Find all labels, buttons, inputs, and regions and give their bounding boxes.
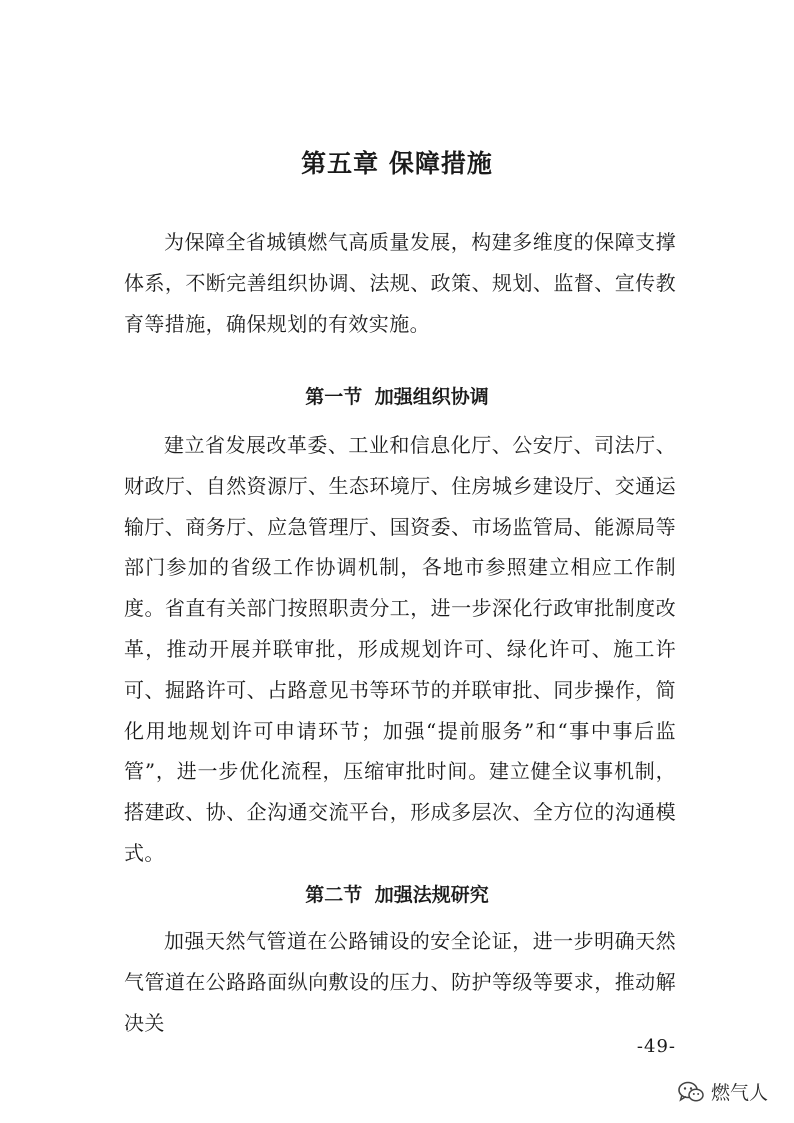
page-number: -49-: [636, 1036, 676, 1057]
section-title-1: 第一节 加强组织协调: [305, 386, 489, 408]
chapter-title: 第五章 保障措施: [301, 149, 493, 178]
watermark: [677, 1078, 768, 1105]
intro-paragraph: 为保障全省城镇燃气高质量发展，构建多维度的保障支撑体系，不断完善组织协调、法规、政策、规划、监督、宣传教育等措施，确保规划的有效实施。: [124, 230, 676, 336]
wechat-icon: [677, 1080, 705, 1104]
section-title-2: 第二节 加强法规研究: [305, 884, 489, 906]
section-1-paragraph: 建立省发展改革委、工业和信息化厅、公安厅、司法厅、财政厅、自然资源厅、生态环境厅、住房城乡建设厅、交通运输厅、商务厅、应急管理厅、国资委、市场监管局、能源局等部门参加的省级工作协调机制，各地市参照建立相应工作制度。省直有关部门按照职责分工，进一步深化行政审批制度改革，推动开展并联审批，形成规划许可、绿化许可、施工许可、掘路许可、占路意见书等环节的并联审批、同步操作，简化用地规划许可申请环节；加强“提前服务”和“事中事后监管”，进一步优化流程，压缩审批时间。建立健全议事机制，搭建政、协、企沟通交流平台，形成多层次、全方位的沟通模式。: [124, 433, 676, 865]
watermark-text: 燃气人: [710, 1082, 768, 1104]
section-2-paragraph: 加强天然气管道在公路铺设的安全论证，进一步明确天然气管道在公路路面纵向敷设的压力、防护等级等要求，推动解决关: [124, 929, 676, 1035]
